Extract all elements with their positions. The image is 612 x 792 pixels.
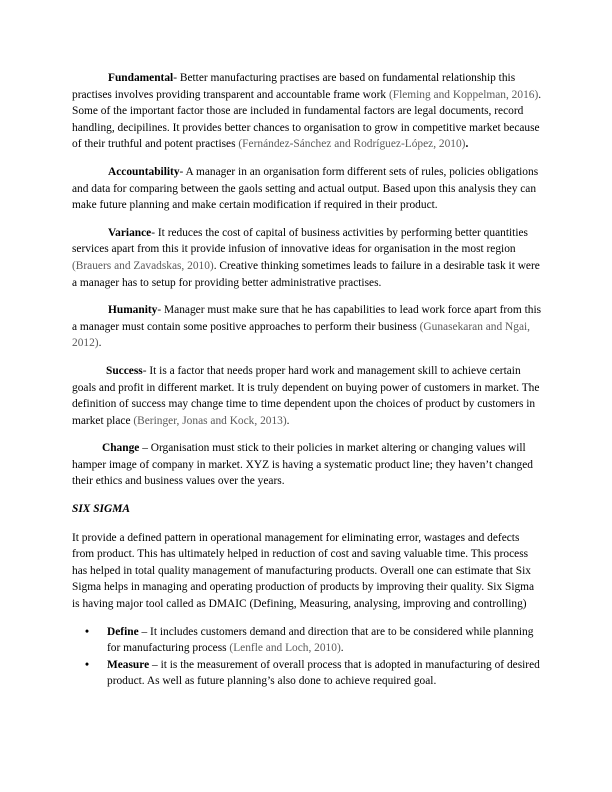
term-variance: Variance	[108, 226, 152, 239]
term-fundamental: Fundamental	[108, 72, 174, 84]
term-define: Define	[107, 625, 139, 638]
list-item: • Measure – it is the measurement of overall process that is adopted in manufacturing of desired product. As well as future planning’s also done to achieve required goal.	[85, 658, 540, 688]
bullet-icon: •	[85, 658, 89, 671]
paragraph-humanity: Humanity- Manager must make sure that he has capabilities to lead work force apart from this a manager must contain some positive approaches to perform their business (Gunasekaran and Ngai, 2012).	[72, 304, 542, 350]
citation: (Fleming and Koppelman, 2016)	[388, 88, 539, 101]
citation: (Gunasekaran and Ngai, 2012)	[72, 320, 531, 350]
bullet-icon: •	[85, 625, 89, 638]
document-page	[72, 70, 542, 690]
paragraph-accountability: Accountability- A manager in an organisation form different sets of rules, policies obligations and data for comparing between the gaols setting and actual output. Based upon this analysis they can make future planning and make certain modification if required in their product.	[72, 165, 539, 212]
term-change: Change	[102, 442, 140, 455]
citation: (Fernández-Sánchez and Rodríguez-López, 2010)	[238, 138, 466, 151]
list-item: • Define – It includes customers demand and direction that are to be considered while planning for manufacturing process (Lenfle and Loch, 2010).	[85, 625, 534, 655]
citation: (Brauers and Zavadskas, 2010)	[72, 259, 214, 272]
paragraph-fundamental: Fundamental- Better manufacturing practises are based on fundamental relationship this practises involves providing transparent and accountable frame work (Fleming and Koppelman, 2016). Some of the important factor those are included in fundamental factors are legal documents, record handling, decipilines. It provides better chances to organisation to grow in competitive market because of their truthful and potent practises (Fernández-Sánchez and Rodríguez-López, 2010).	[72, 72, 542, 151]
paragraph-success: Success- It is a factor that needs proper hard work and management skill to achieve certain goals and profit in different market. It is truly dependent on buying power of customers in market. The definition of success may change time to time dependent upon the choices of product by customers in market place (Beringer, Jonas and Kock, 2013).	[72, 364, 540, 427]
term-humanity: Humanity	[108, 304, 158, 317]
section-heading-six-sigma: SIX SIGMA	[72, 503, 130, 516]
paragraph-variance: Variance- It reduces the cost of capital of business activities by performing better quantities services apart from this it provide infusion of innovative ideas for organisation in the most region (Brauers and Zavadskas, 2010). Creative thinking sometimes leads to failure in a desirable task it were a manager has to setup for providing better administrative practises.	[72, 226, 540, 289]
paragraph-six-sigma-intro: It provide a defined pattern in operational management for eliminating error, wastages and defects from product. This has ultimately helped in reduction of cost and saving valuable time. This process has helped in total quality management of manufacturing products. Overall one can estimate that Six Sigma helps in managing and operating production of products by improving their quality. Six Sigma is having major tool called as DMAIC (Defining, Measuring, analysing, improving and controlling)	[72, 531, 535, 611]
paragraph-change: Change – Organisation must stick to their policies in market altering or changing values will hamper image of company in market. XYZ is having a systematic product line; they haven’t changed their ethics and business values over the years.	[72, 442, 533, 488]
citation: (Beringer, Jonas and Kock, 2013)	[133, 414, 287, 427]
citation: (Lenfle and Loch, 2010)	[229, 642, 341, 655]
term-measure: Measure	[107, 658, 150, 671]
term-success: Success	[106, 364, 143, 377]
term-accountability: Accountability	[108, 165, 180, 178]
dmaic-bullet-list	[72, 624, 542, 690]
